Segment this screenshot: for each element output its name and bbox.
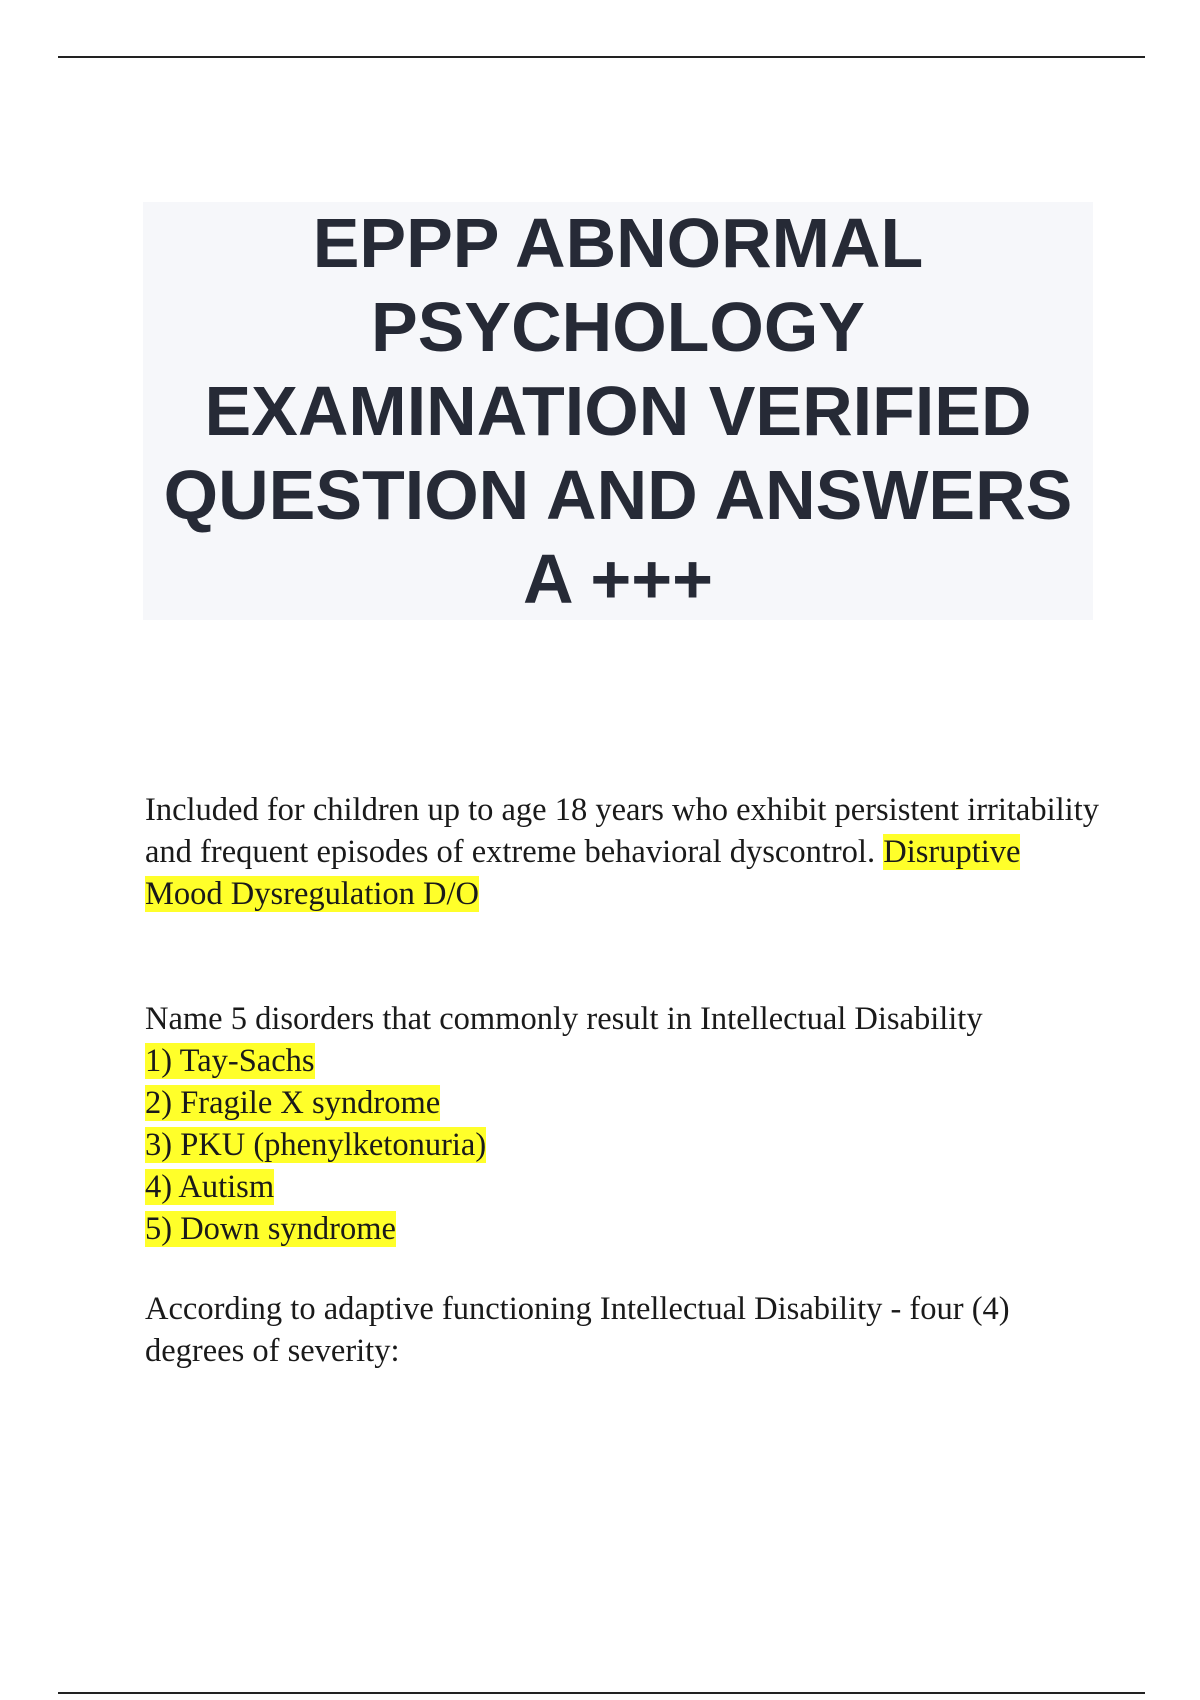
answer-list-item: 3) PKU (phenylketonuria) <box>145 1127 487 1163</box>
bottom-rule <box>58 1692 1145 1694</box>
qa-item-3 <box>145 1288 1105 1372</box>
answer-highlight: Disruptive Mood Dysregulation D/O <box>145 834 1021 912</box>
title-box <box>143 202 1093 620</box>
qa-item-1 <box>145 789 1105 915</box>
qa-item-2 <box>145 998 1105 1250</box>
answer-list-item: 5) Down syndrome <box>145 1211 396 1247</box>
question-text: Included for children up to age 18 years who exhibit persistent irritability and frequent episodes of extreme behavioral dyscontrol. <box>145 792 1099 870</box>
question-text: Name 5 disorders that commonly result in Intellectual Disability <box>145 1001 983 1037</box>
document-title: EPPP ABNORMAL PSYCHOLOGY EXAMINATION VERIFIED QUESTION AND ANSWERS A +++ <box>163 204 1073 618</box>
question-text: According to adaptive functioning Intellectual Disability - four (4) degrees of severity: <box>145 1291 1010 1369</box>
answer-list-item: 1) Tay-Sachs <box>145 1043 315 1079</box>
answer-list-item: 2) Fragile X syndrome <box>145 1085 441 1121</box>
answer-list-item: 4) Autism <box>145 1169 275 1205</box>
top-rule <box>58 56 1145 58</box>
